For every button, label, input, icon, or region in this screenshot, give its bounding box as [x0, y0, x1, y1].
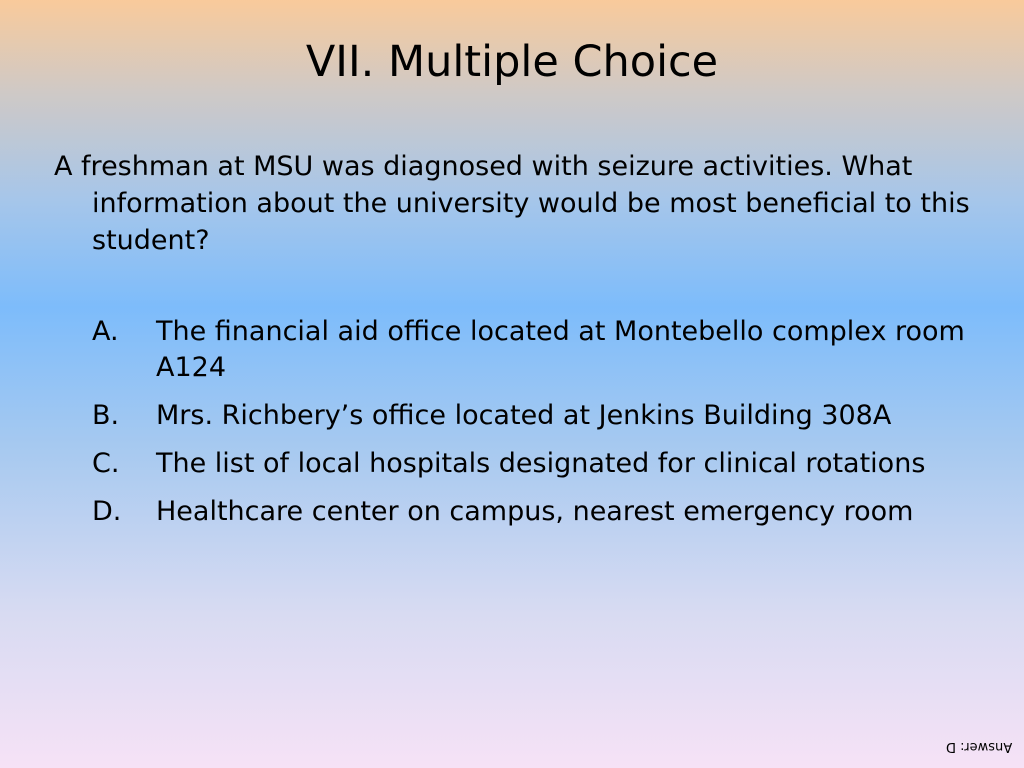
- option-text: Mrs. Richbery’s office located at Jenkins Building 308A: [156, 400, 892, 431]
- option-c: [92, 446, 972, 482]
- answer-options-list: [92, 314, 972, 542]
- answer-note-upside-down: Answer: D: [945, 739, 1012, 754]
- option-letter: A.: [92, 316, 119, 347]
- option-letter: C.: [92, 448, 120, 479]
- option-b: [92, 398, 972, 434]
- option-letter: B.: [92, 400, 120, 431]
- option-text: Healthcare center on campus, nearest emergency room: [156, 496, 914, 527]
- slide-title: VII. Multiple Choice: [305, 37, 719, 87]
- option-text: The list of local hospitals designated for clinical rotations: [156, 448, 926, 479]
- option-d: [92, 494, 972, 530]
- question-text: A freshman at MSU was diagnosed with seizure activities. What information about the university would be most beneficial to this student?: [54, 151, 970, 256]
- option-a: [92, 314, 972, 386]
- option-letter: D.: [92, 496, 122, 527]
- option-text: The financial aid office located at Montebello complex room A124: [156, 316, 965, 383]
